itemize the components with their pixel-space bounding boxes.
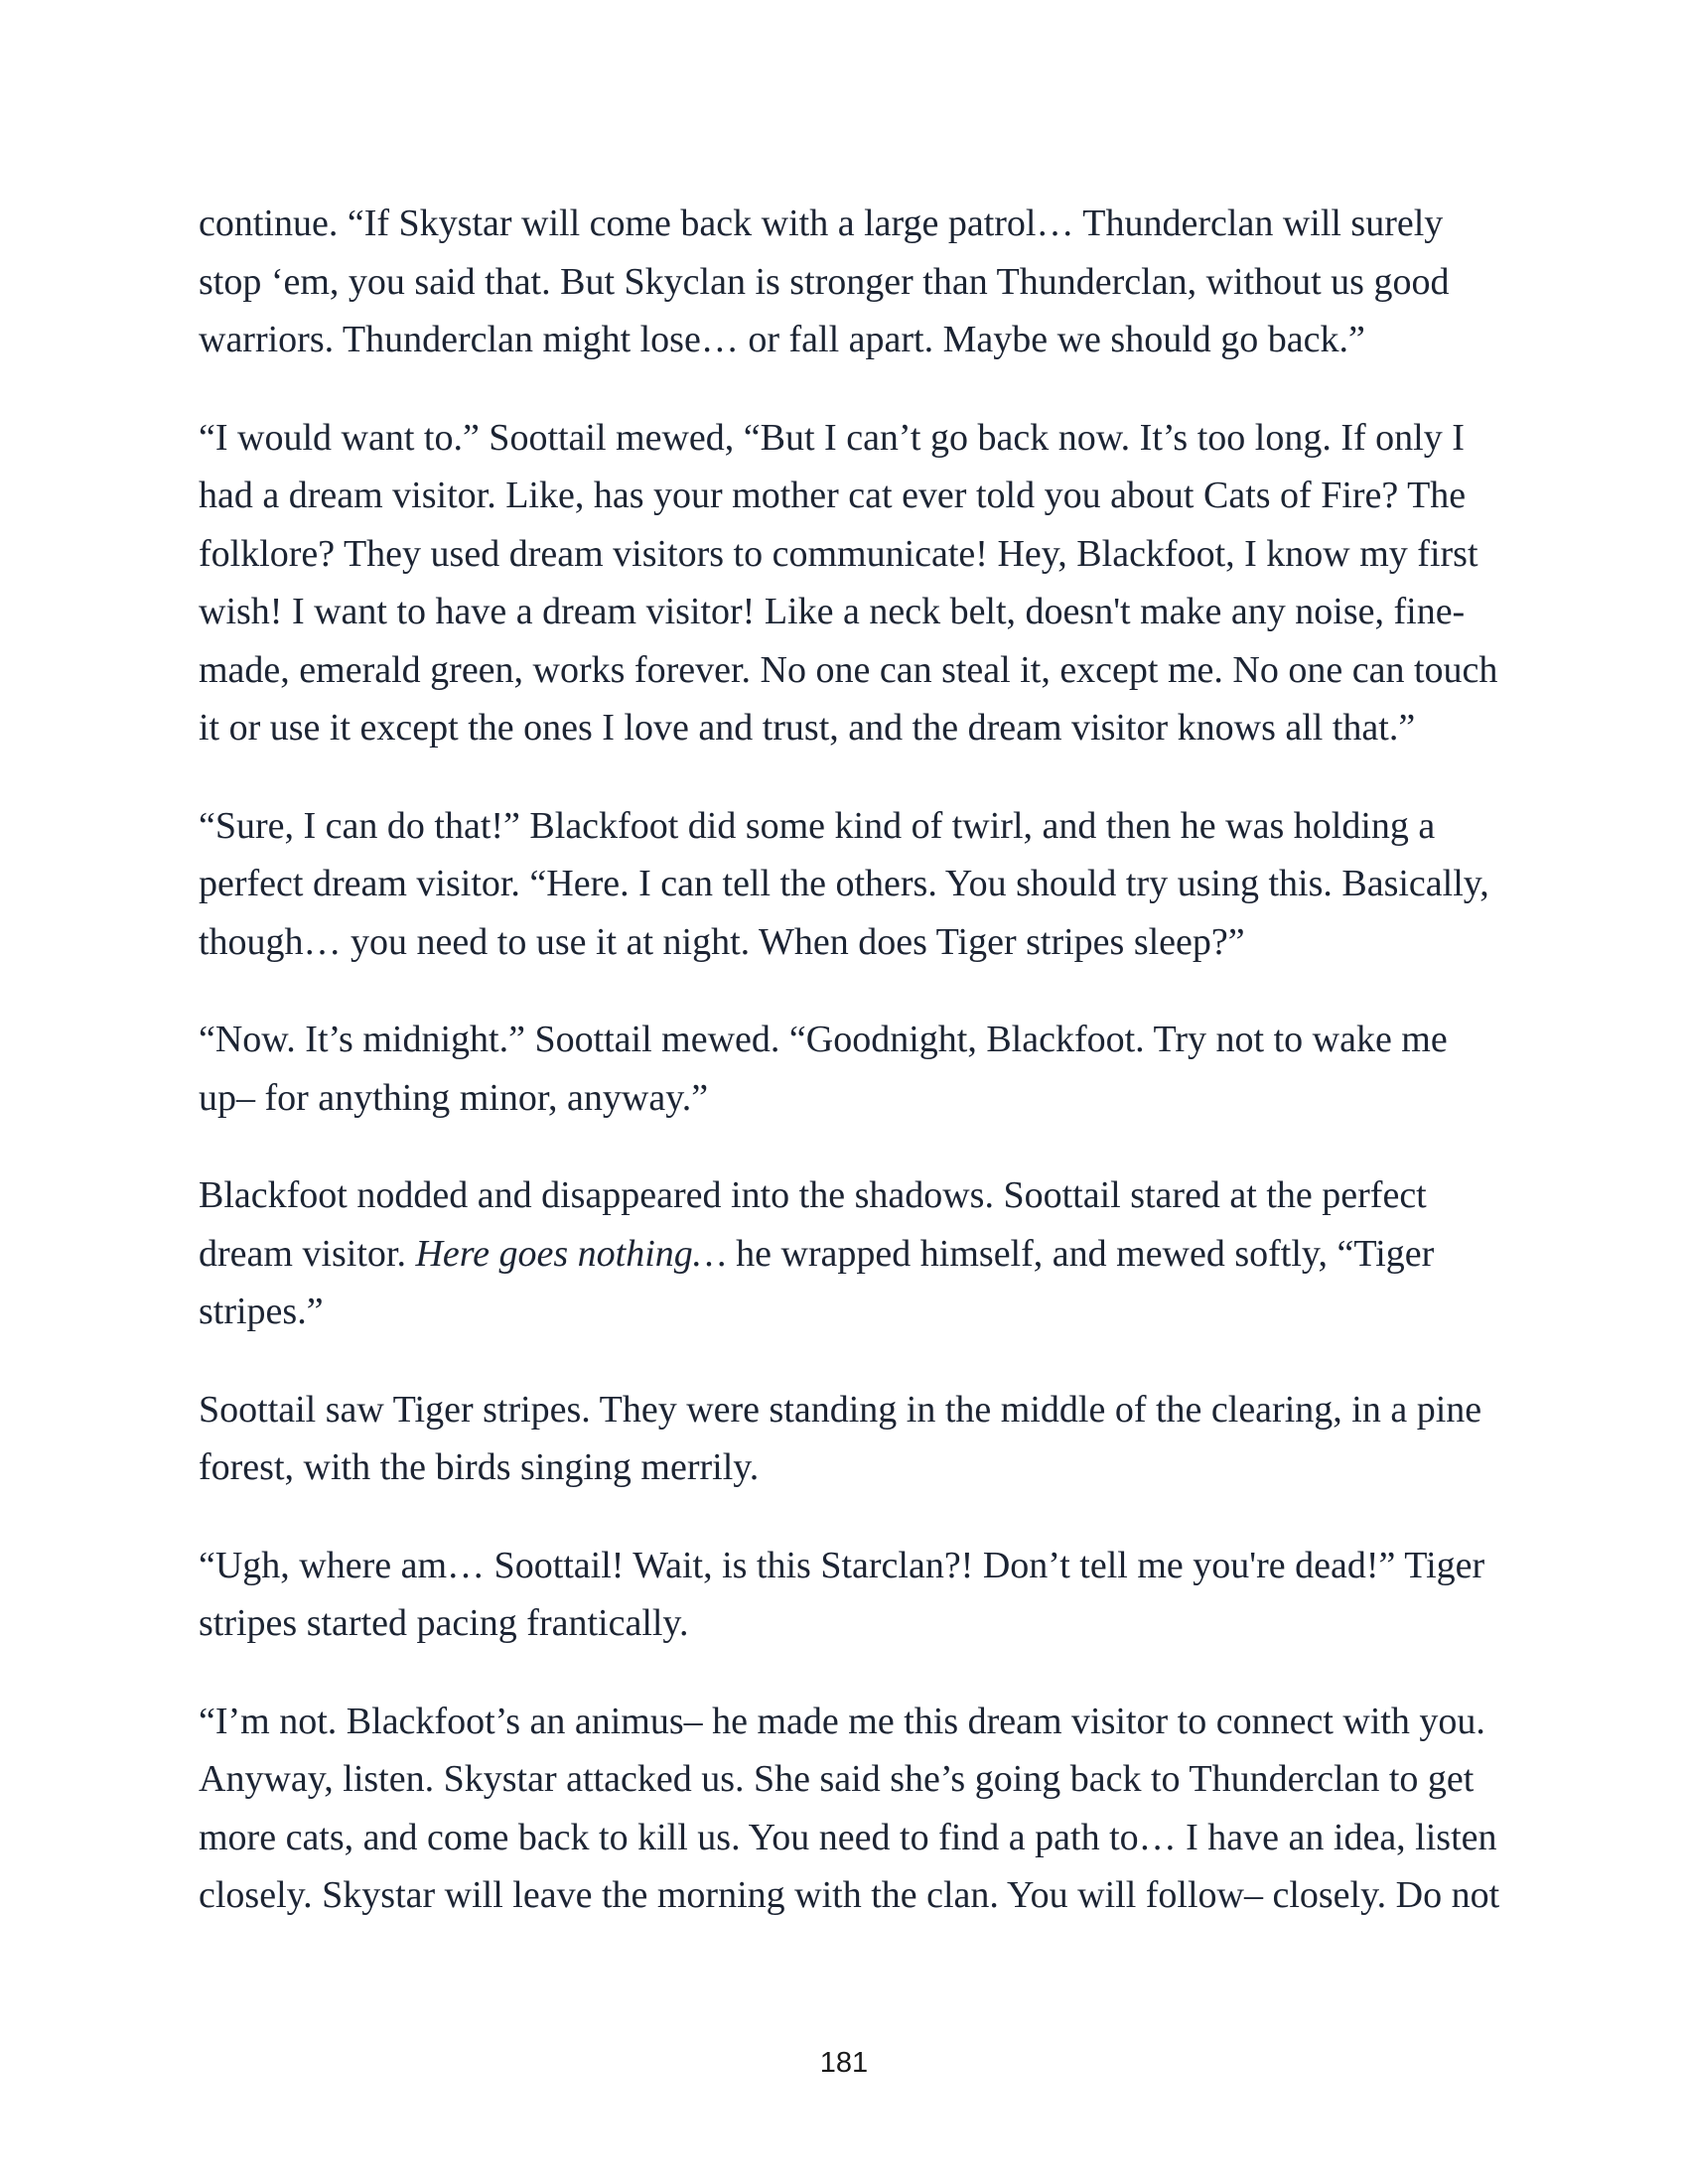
body-text: [199, 195, 1504, 1925]
paragraph-2: “I would want to.” Soottail mewed, “But I can’t go back now. It’s too long. If only I had a dream visitor. Like, has your mother cat ever told you about Cats of Fire? The folklore? They used dream visitors to communicate! Hey, Blackfoot, I know my first wish! I want to have a dream visitor! Like a neck belt, doesn't make any noise, fine-made, emerald green, works forever. No one can steal it, except me. No one can touch it or use it except the ones I love and trust, and the dream visitor knows all that.”: [199, 416, 1498, 749]
paragraph-5: [199, 1166, 1504, 1341]
paragraph-8: “I’m not. Blackfoot’s an animus– he made me this dream visitor to connect with you. Anyway, listen. Skystar attacked us. She said she’s going back to Thunderclan to get more cats, and come back to kill us. You need to find a path to… I have an idea, listen closely. Skystar will leave the morning with the clan. You will follow– closely. Do not: [199, 1700, 1500, 1916]
paragraph-7: “Ugh, where am… Soottail! Wait, is this Starclan?! Don’t tell me you're dead!” Tiger stripes started pacing frantically.: [199, 1544, 1485, 1644]
paragraph-5-start: Blackfoot nodded and disappeared into the shadows. Soottail stared at the perfect dream visitor.: [199, 1174, 1427, 1275]
paragraph-4: “Now. It’s midnight.” Soottail mewed. “Goodnight, Blackfoot. Try not to wake me up– for anything minor, anyway.”: [199, 1019, 1448, 1119]
page-number: 181: [819, 2047, 869, 2079]
paragraph-5-italic: Here goes nothing…: [415, 1232, 727, 1275]
paragraph-1: continue. “If Skystar will come back with a large patrol… Thunderclan will surely stop ‘em, you said that. But Skyclan is stronger than Thunderclan, without us good warriors. Thunderclan might lose… or fall apart. Maybe we should go back.”: [199, 203, 1450, 360]
paragraph-5-end: he wrapped himself, and mewed softly, “Tiger stripes.”: [199, 1232, 1435, 1332]
paragraph-6: Soottail saw Tiger stripes. They were standing in the middle of the clearing, in a pine forest, with the birds singing merrily.: [199, 1388, 1482, 1488]
paragraph-3: “Sure, I can do that!” Blackfoot did some kind of twirl, and then he was holding a perfect dream visitor. “Here. I can tell the others. You should try using this. Basically, though… you need to use it at night. When does Tiger stripes sleep?”: [199, 804, 1489, 963]
